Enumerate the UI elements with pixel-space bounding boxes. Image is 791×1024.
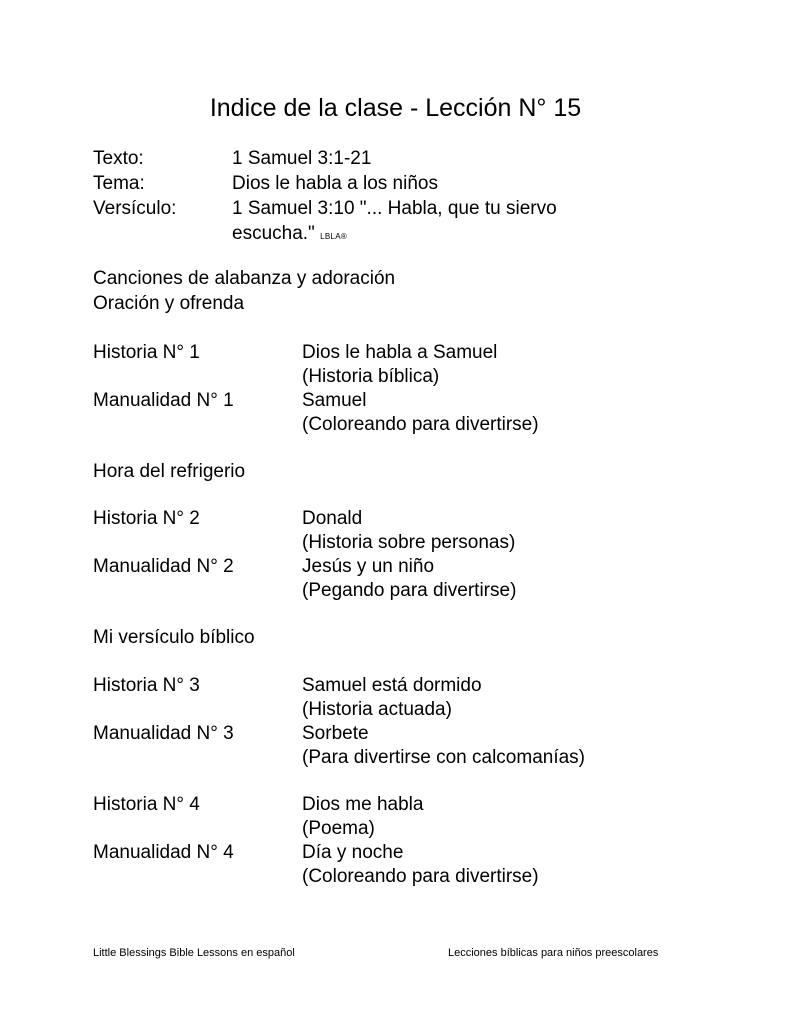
tema-value: Dios le habla a los niños [232,173,438,194]
manualidad-2-label: Manualidad N° 2 [93,556,234,577]
manualidad-1-title: Samuel [302,390,367,411]
historia-1-label: Historia N° 1 [93,342,200,363]
tema-label: Tema: [93,173,145,194]
manualidad-2-title: Jesús y un niño [302,556,435,577]
historia-3-type: (Historia actuada) [302,699,452,720]
snack-time: Hora del refrigerio [93,461,246,482]
versiculo-line1: 1 Samuel 3:10 "... Habla, que tu siervo [232,198,557,219]
historia-2-label: Historia N° 2 [93,508,200,529]
historia-4-title: Dios me habla [302,794,424,815]
versiculo-label: Versículo: [93,198,177,219]
page-title: Indice de la clase - Lección N° 15 [209,94,582,122]
versiculo-line2: escucha." [232,223,315,244]
versiculo-version: LBLA® [320,232,348,241]
footer-right: Lecciones bíblicas para niños preescolares [448,947,659,959]
manualidad-1-type: (Coloreando para divertirse) [302,414,539,435]
manualidad-3-label: Manualidad N° 3 [93,723,234,744]
footer-left: Little Blessings Bible Lessons en español [93,947,295,959]
manualidad-2-type: (Pegando para divertirse) [302,580,517,601]
manualidad-3-title: Sorbete [302,723,369,744]
historia-3-title: Samuel está dormido [302,675,482,696]
historia-3-label: Historia N° 3 [93,675,200,696]
manualidad-3-type: (Para divertirse con calcomanías) [302,747,585,768]
historia-4-type: (Poema) [302,818,375,839]
texto-value: 1 Samuel 3:1-21 [232,148,372,169]
verse-section: Mi versículo bíblico [93,627,255,648]
texto-label: Texto: [93,148,144,169]
opening-prayer: Oración y ofrenda [93,293,245,314]
historia-4-label: Historia N° 4 [93,794,200,815]
historia-2-type: (Historia sobre personas) [302,532,516,553]
historia-1-title: Dios le habla a Samuel [302,342,498,363]
historia-1-type: (Historia bíblica) [302,366,440,387]
manualidad-4-title: Día y noche [302,842,404,863]
historia-2-title: Donald [302,508,363,529]
manualidad-1-label: Manualidad N° 1 [93,390,234,411]
manualidad-4-type: (Coloreando para divertirse) [302,866,539,887]
opening-songs: Canciones de alabanza y adoración [93,268,396,289]
manualidad-4-label: Manualidad N° 4 [93,842,234,863]
versiculo-line2-wrap [232,222,347,249]
